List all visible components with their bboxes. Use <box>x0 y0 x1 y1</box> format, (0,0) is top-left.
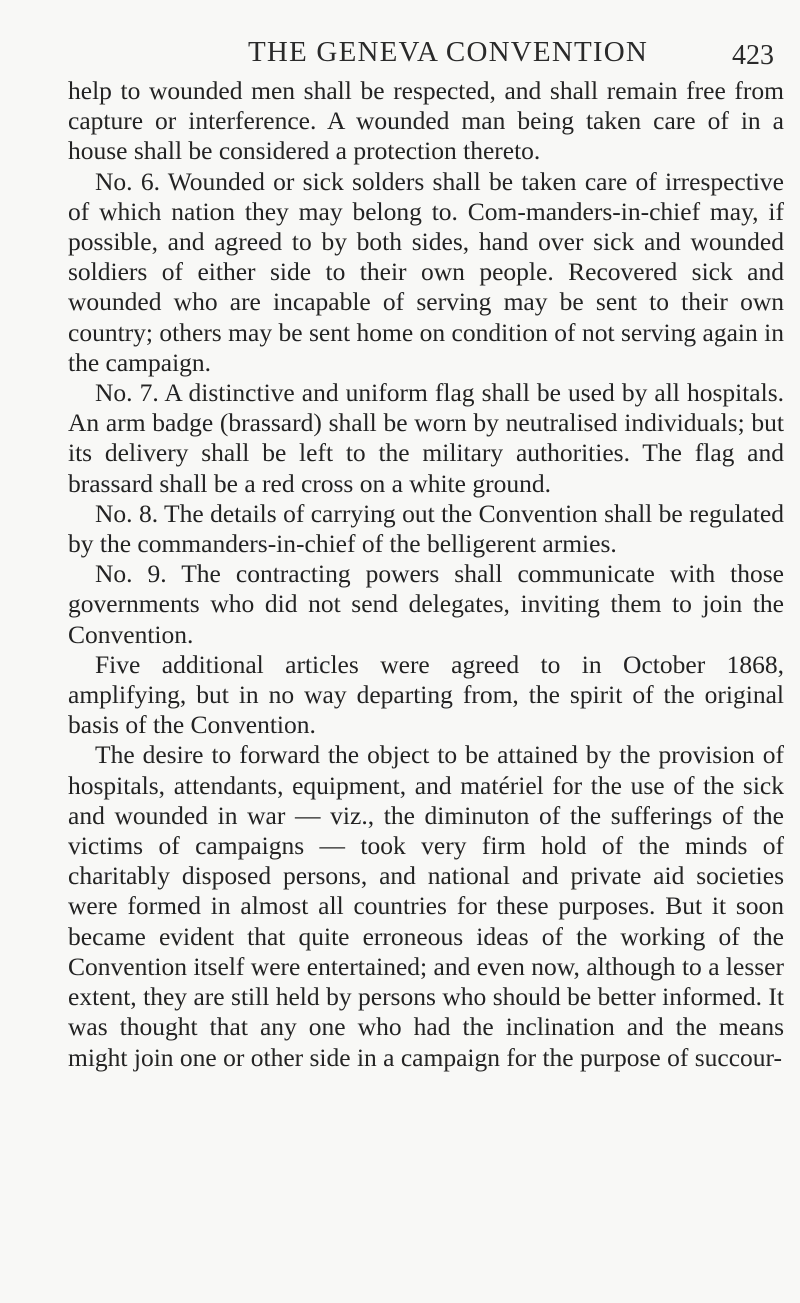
running-head-title: THE GENEVA CONVENTION <box>248 36 649 68</box>
page-number: 423 <box>732 40 774 71</box>
paragraph-additional-articles: Five additional articles were agreed to in October 1868, amplifying, but in no way departing from, the spirit of the original basis of the Convention. <box>68 649 784 740</box>
paragraph-continuation: help to wounded men shall be respected, and shall remain free from capture or interference. A wounded man being taken care of in a house shall be considered a protection thereto. <box>68 76 784 166</box>
paragraph-article-6: No. 6. Wounded or sick solders shall be taken care of irrespective of which nation they may belong to. Com-manders-in-chief may, if possible, and agreed to by both sides, hand over sick and wounded soldiers of either side to their own people. Recovered sick and wounded who are incapable of serving may be sent to their own country; others may be sent home on condition of not serving again in the campaign. <box>68 166 784 377</box>
paragraph-article-9: No. 9. The contracting powers shall communicate with those governments who did not send delegates, inviting them to join the Convention. <box>68 559 784 649</box>
body-text <box>68 76 784 1073</box>
paragraph-article-8: No. 8. The details of carrying out the Convention shall be regulated by the commanders-in-chief of the belligerent armies. <box>68 498 784 559</box>
paragraph-article-7: No. 7. A distinctive and uniform flag shall be used by all hospitals. An arm badge (brassard) shall be worn by neutralised individuals; but its delivery shall be left to the military authorities. The flag and brassard shall be a red cross on a white ground. <box>68 378 784 498</box>
paragraph-aid-societies: The desire to forward the object to be attained by the provision of hospitals, attendants, equipment, and matériel for the use of the sick and wounded in war — viz., the diminuton of the sufferings of the victims of campaigns — took very firm hold of the minds of charitably disposed persons, and national and private aid societies were formed in almost all countries for these purposes. But it soon became evident that quite erroneous ideas of the working of the Convention itself were entertained; and even now, although to a lesser extent, they are still held by persons who should be better informed. It was thought that any one who had the inclination and the means might join one or other side in a campaign for the purpose of succour- <box>68 740 784 1072</box>
